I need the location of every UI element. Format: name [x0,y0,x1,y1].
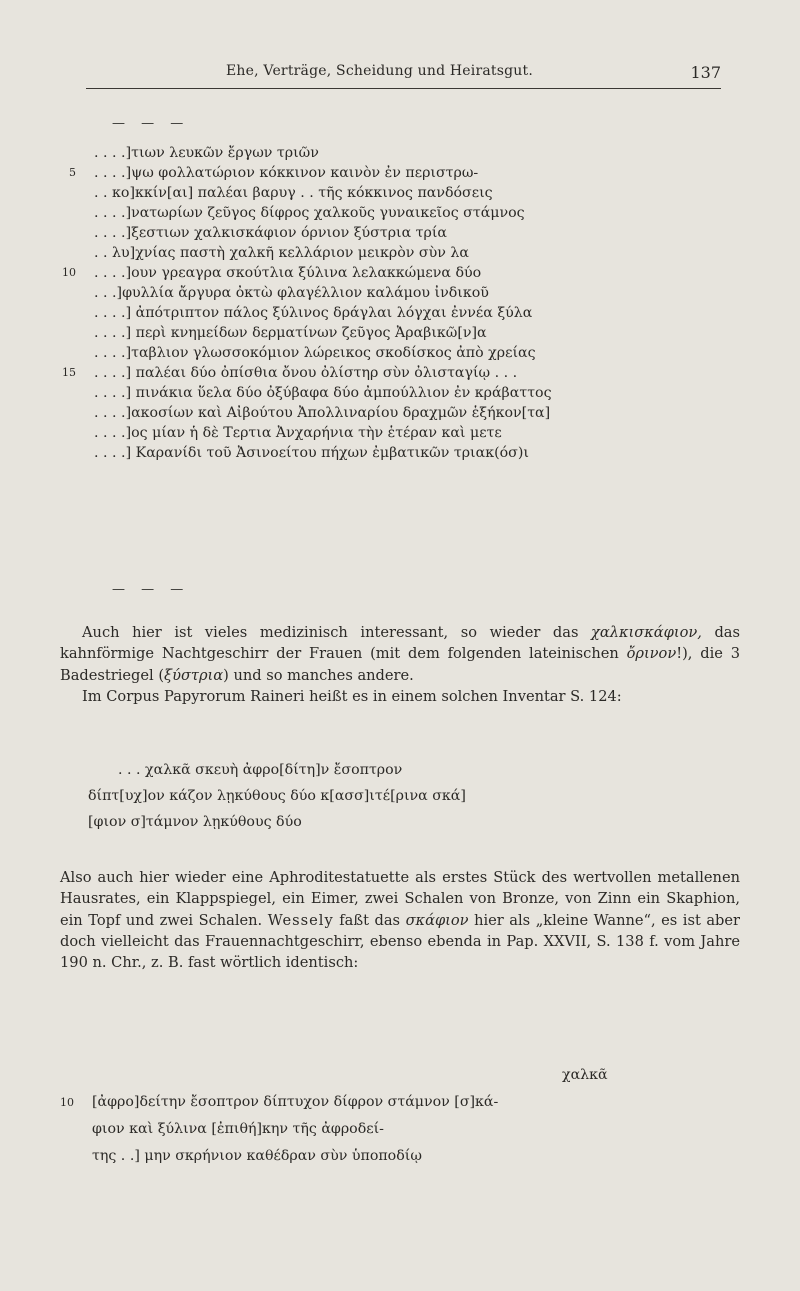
text-line [62,363,552,383]
text-line [94,383,552,403]
greek-term: ὄρινον [626,645,677,663]
text-span: das kahnförmige Nachtgeschirr der Frauen (mit dem folgenden lateinischen [60,624,740,663]
separator-bottom: — — — [112,582,190,597]
text-line [94,183,552,203]
commentary-paragraph-3 [60,867,740,973]
separator-top: — — — [112,116,190,131]
text-line [94,303,552,323]
greek-term: σκάφιον [405,911,469,929]
greek-term: χαλκισκάφιον, [591,624,702,641]
line-text: . . . .] παλέαι δύο ὀπίσθια ὄνου ὀλίστηρ σὺν ὀλισταγίῳ . . . [94,365,518,381]
quotation-2 [60,1062,608,1170]
line-text: της . .] μην σκρήνιον καθέδραν σὺν ὑποποδίῳ [92,1148,422,1164]
greek-term: ξύστρια [164,666,224,684]
line-text: . . . .] πινάκια ὕελα δύο ὀξύβαφα δύο ἀμπούλλιον ἐν κράβαττος [94,385,552,401]
text-line [60,1089,608,1116]
text-line [94,283,552,303]
line-text: [ἀφρο]δείτην ἔσοπτρον δίπτυχον δίφρον στάμνον [σ]κά- [92,1094,499,1110]
text-line [92,1116,608,1143]
header-rule [86,88,721,89]
line-number: 15 [62,366,76,379]
text-line [94,403,552,423]
text-line [94,143,552,163]
text-line [69,163,552,183]
commentary-paragraph-1 [60,622,740,707]
text-line [94,423,552,443]
line-text: . . λυ]χνίας παστὴ χαλκῆ κελλάριον μεικρὸν σὺν λα [94,245,469,261]
line-text: χαλκᾶ [562,1067,608,1083]
text-line [94,323,552,343]
line-text: . . . .]ξεστιων χαλκισκάφιον όρνιον ξύστρια τρία [94,225,448,241]
quote-line: [φιον σ]τάμνον λῃκύθους δύο [88,814,302,830]
line-text: . . . .] Καρανίδι τοῦ Ἀσινοείτου πήχων ἐμβατικῶν τριακ(όσ)ι [94,445,529,461]
running-header [86,63,726,85]
line-text: . . . .]ταβλιον γλωσσοκόμιον λώρεικος σκοδίσκος ἀπὸ χρείας [94,345,536,361]
line-number: 10 [62,266,76,279]
text-line [94,223,552,243]
text-span: Also auch hier wieder eine Aphroditestatuette als erstes Stück des wertvollen metallenen Hausrates, ein Klappspiegel, ein Eimer, zwei Schalen von Bronze, von Zinn ein Skaphion, ein Topf und zwei Schalen. [60,869,740,929]
text-span: !), die 3 Badestriegel ( [60,645,740,684]
quotation-1 [88,757,466,835]
line-text: . . . .]νατωρίων ζεῦγος δίφρος χαλκοῦς γυναικεῖος στάμνος [94,205,525,221]
line-text: . . . .] περὶ κνημείδων δερματίνων ζεῦγος Ἀραβικῶ[ν]α [94,325,487,341]
line-number: 5 [69,166,76,179]
inventory-text [62,143,552,463]
text-line [94,243,552,263]
line-text: φιον καὶ ξύλινα [ἐπιθή]κην τῆς ἀφροδεί- [92,1121,384,1137]
text-span: Auch hier ist vieles medizinisch interessant, so wieder das [82,624,592,641]
text-line [92,1143,608,1170]
text-line [92,1062,608,1089]
text-span: ) und so manches andere. [223,666,414,684]
quote-line: δίπτ[υχ]ον κάζον λῃκύθους δύο κ[ασσ]ιτέ[ρινα σκά] [88,788,466,804]
line-text: . . κο]κκίν[αι] παλέαι βαρυγ . . τῆς κόκκινος πανδόσεις [94,185,493,201]
line-text: . . . .]ουν γρεαγρα σκούτλια ξύλινα λελακκώμενα δύο [94,265,482,281]
commentary-paragraph-2: Im Corpus Papyrorum Raineri heißt es in einem solchen Inventar S. 124: [82,687,622,705]
line-text: . . .]φυλλία ἄργυρα ὀκτὼ φλαγέλλιον καλάμου ἰνδικοῦ [94,285,489,301]
author-name: Wessely [267,911,334,929]
text-span: hier als „kleine Wanne“, es ist aber doch vielleicht das Frauennachtgeschirr, ebenso ebenda in Pap. XXVII, S. 138 f. vom Jahre 190 n. Chr., z. B. fast wörtlich identisch: [60,911,740,972]
text-line [94,203,552,223]
page-number: 137 [690,63,721,82]
text-span: faßt das [333,911,406,929]
line-text: . . . .] ἀπότριπτον πάλος ξύλινος δράγλαι λόγχαι ἐννέα ξύλα [94,305,533,321]
text-line [94,343,552,363]
line-text: . . . .]τιων λευκῶν ἔργων τριῶν [94,145,319,161]
quote-line: . . . χαλκᾶ σκευὴ ἀφρο[δίτη]ν ἔσοπτρον [118,762,403,778]
running-title: Ehe, Verträge, Scheidung und Heiratsgut. [226,63,533,79]
line-text: . . . .]ψω φολλατώριον κόκκινον καινὸν ἐν περιστρω- [94,165,479,181]
line-number: 10 [60,1096,74,1109]
text-line [94,443,552,463]
line-text: . . . .]ος μίαν ἡ δὲ Τερτια Ἀνχαρήνια τὴν ἑτέραν καὶ μετε [94,425,502,441]
line-text: . . . .]ακοσίων καὶ Αἰβούτου Ἀπολλιναρίου δραχμῶν ἑξήκον[τα] [94,405,551,421]
text-line [62,263,552,283]
